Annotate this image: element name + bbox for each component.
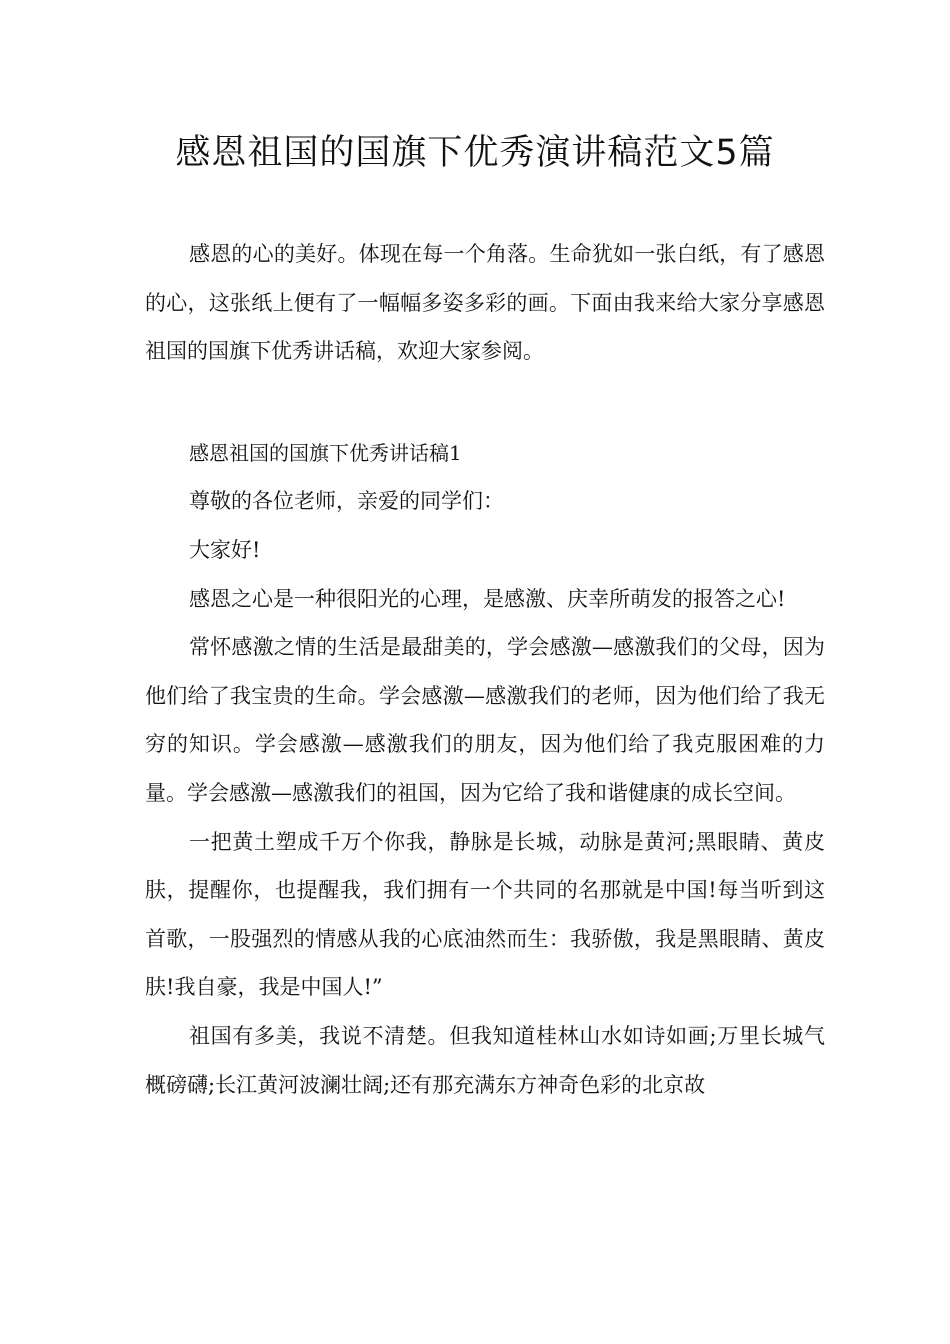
document-title: 感恩祖国的国旗下优秀演讲稿范文5篇 bbox=[175, 133, 775, 173]
salutation: 尊敬的各位老师，亲爱的同学们： bbox=[189, 489, 504, 514]
document-body bbox=[145, 230, 825, 1109]
body-paragraph: 祖国有多美，我说不清楚。但我知道桂林山水如诗如画;万里长城气概磅礴;长江黄河波澜壮阔;还有那充满东方神奇色彩的北京故 bbox=[145, 1023, 825, 1097]
greeting: 大家好! bbox=[189, 537, 261, 562]
body-paragraph: 感恩之心是一种很阳光的心理，是感激、庆幸所萌发的报答之心! bbox=[189, 586, 786, 611]
section-spacer bbox=[145, 376, 825, 429]
body-paragraph: 一把黄土塑成千万个你我，静脉是长城，动脉是黄河;黑眼睛、黄皮肤，提醒你，也提醒我，我们拥有一个共同的名那就是中国!每当听到这首歌，一股强烈的情感从我的心底油然而生：我骄傲，我是黑眼睛、黄皮肤!我自豪，我是中国人!” bbox=[145, 829, 825, 1000]
intro-paragraph: 感恩的心的美好。体现在每一个角落。生命犹如一张白纸，有了感恩的心，这张纸上便有了一幅幅多姿多彩的画。下面由我来给大家分享感恩祖国的国旗下优秀讲话稿，欢迎大家参阅。 bbox=[145, 242, 825, 364]
body-paragraph: 常怀感激之情的生活是最甜美的，学会感激—感激我们的父母，因为他们给了我宝贵的生命。学会感激—感激我们的老师，因为他们给了我无穷的知识。学会感激—感激我们的朋友，因为他们给了我克服困难的力量。学会感激—感激我们的祖国，因为它给了我和谐健康的成长空间。 bbox=[145, 635, 825, 805]
section-heading: 感恩祖国的国旗下优秀讲话稿1 bbox=[189, 440, 462, 465]
